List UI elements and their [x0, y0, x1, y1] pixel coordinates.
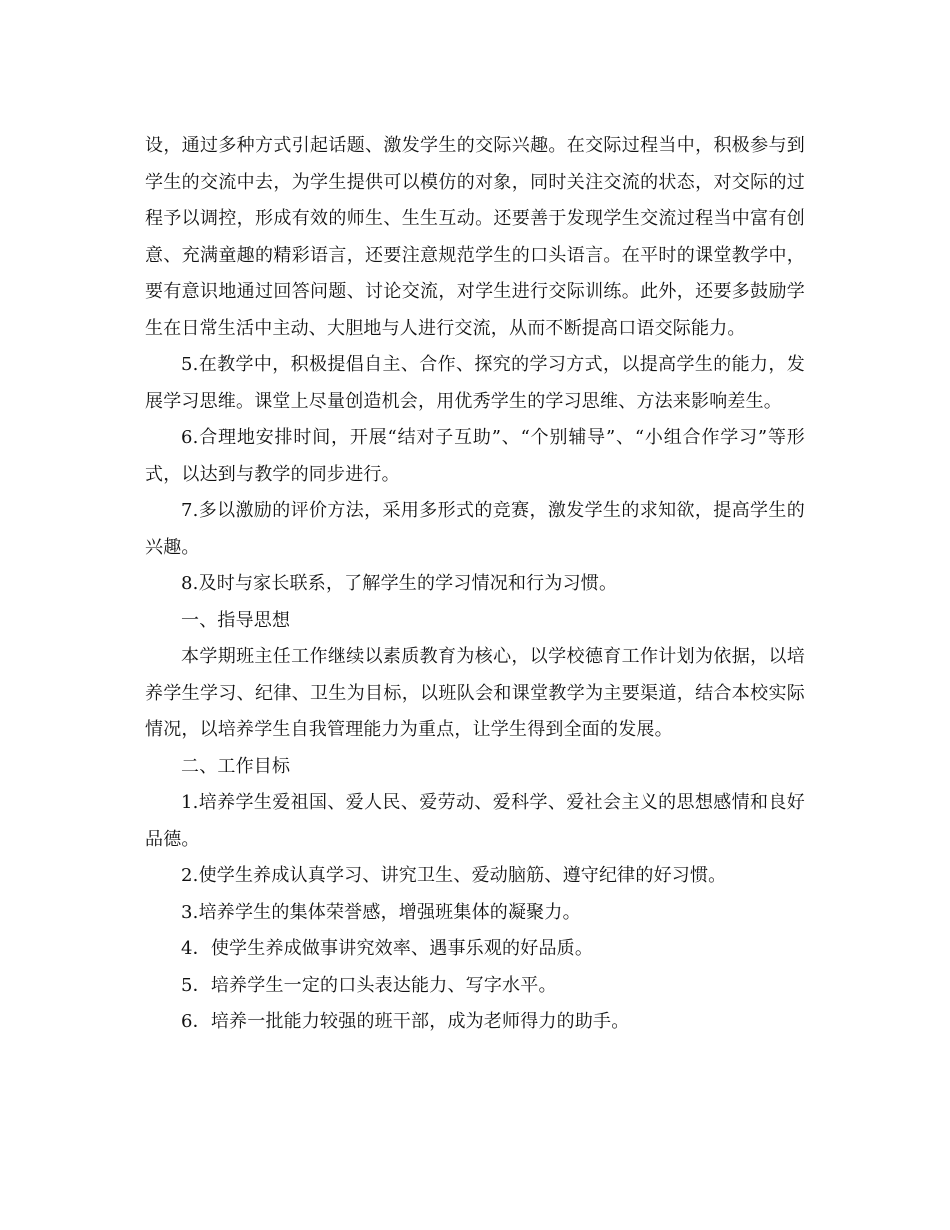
paragraph-guiding-idea: 本学期班主任工作继续以素质教育为核心，以学校德育工作计划为依据，以培养学生学习、纪律、卫生为目标，以班队会和课堂教学为主要渠道，结合本校实际情况，以培养学生自我管理能力为重点，让学生得到全面的发展。	[145, 646, 805, 740]
goal-item-3: 3.培养学生的集体荣誉感，增强班集体的凝聚力。	[181, 901, 581, 923]
paragraph-item-8: 8.及时与家长联系，了解学生的学习情况和行为习惯。	[181, 573, 618, 594]
paragraph-item-6: 6.合理地安排时间，开展“结对子互助”、“个别辅导”、“小组合作学习”等形式，以达到与教学的同步进行。	[145, 427, 805, 485]
goal-item-5: 5．培养学生一定的口头表达能力、写字水平。	[181, 974, 557, 996]
goal-item-4: 4．使学生养成做事讲究效率、遇事乐观的好品质。	[181, 938, 594, 959]
paragraph-item-7: 7.多以激励的评价方法，采用多形式的竞赛，激发学生的求知欲，提高学生的兴趣。	[145, 500, 805, 558]
document-body	[145, 128, 805, 1041]
section-heading-guiding-idea: 一、指导思想	[181, 609, 291, 631]
paragraph-item-5: 5.在教学中，积极提倡自主、合作、探究的学习方式，以提高学生的能力，发展学习思维。课堂上尽量创造机会，用优秀学生的学习思维、方法来影响差生。	[145, 354, 805, 412]
goal-item-6: 6．培养一批能力较强的班干部，成为老师得力的助手。	[181, 1011, 630, 1032]
goal-item-2: 2.使学生养成认真学习、讲究卫生、爱动脑筋、遵守纪律的好习惯。	[181, 865, 727, 886]
section-heading-work-goals: 二、工作目标	[181, 755, 291, 777]
paragraph-continuation: 设，通过多种方式引起话题、激发学生的交际兴趣。在交际过程当中，积极参与到学生的交流中去，为学生提供可以模仿的对象，同时关注交流的状态，对交际的过程予以调控，形成有效的师生、生生互动。还要善于发现学生交流过程当中富有创意、充满童趣的精彩语言，还要注意规范学生的口头语言。在平时的课堂教学中，要有意识地通过回答问题、讨论交流，对学生进行交际训练。此外，还要多鼓励学生在日常生活中主动、大胆地与人进行交流，从而不断提高口语交际能力。	[145, 135, 805, 339]
goal-item-1: 1.培养学生爱祖国、爱人民、爱劳动、爱科学、爱社会主义的思想感情和良好品德。	[145, 792, 805, 850]
